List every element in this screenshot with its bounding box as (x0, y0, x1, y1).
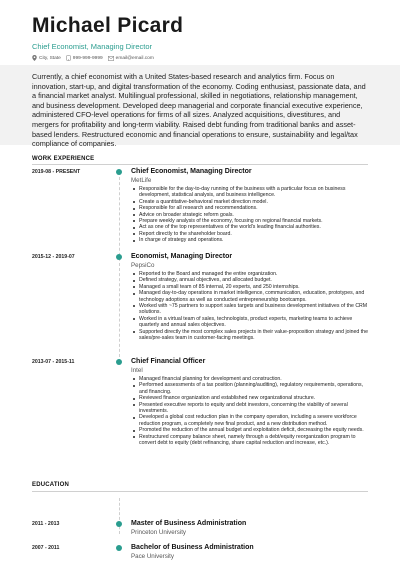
bullet-item: Worked with ~75 partners to support sales targets and business development initiatives of the CRM solutions. (131, 303, 371, 316)
bullet-item: Responsible for all research and recommendations. (131, 205, 371, 211)
location-text: City, State (39, 55, 61, 61)
bullet-item: Promoted the reduction of the annual budget and exploitation deficit, decreasing the equity needs. (131, 427, 371, 433)
experience-org: PepsiCo (131, 262, 155, 269)
education-school: Pace University (131, 553, 174, 560)
resume-header (0, 0, 400, 65)
contact-phone (66, 55, 103, 61)
section-divider (32, 164, 368, 165)
contact-email (108, 56, 154, 61)
education-timeline (119, 498, 120, 534)
bullet-item: Worked in a virtual team of sales, technologists, product experts, marketing teams to achieve quarterly and annual sales objectives. (131, 316, 371, 329)
contact-location (32, 55, 61, 61)
candidate-title: Chief Economist, Managing Director (32, 42, 153, 51)
education-dates: 2007 - 2011 (32, 545, 60, 551)
professional-summary: Currently, a chief economist with a United States-based research and analytics firm. Focus on innovation, start-up, and digital transformation of the economy. Coding enthusiast, passionate data, and a financial market analyst. Multilingual professional, skilled in negotiations, relationship management, and business development. Developed deep managerial and corporate financial executive experience, administered CFO-level operations for firms of all sizes. Analyzed acquisitions, divestitures, and mergers for profitability and long-term viability. Raised debt funding from traditional banks and asset-based lenders. Restructured economic and financial operations to ensure, sustainability and legal/tax compliance of companies. (0, 65, 400, 145)
experience-dates: 2013-07 - 2015-11 (32, 359, 75, 365)
location-pin-icon (32, 55, 37, 61)
timeline-dot (116, 169, 122, 175)
bullet-item: Reported to the Board and managed the entire organization. (131, 271, 371, 277)
timeline-dot (116, 545, 122, 551)
education-dates: 2011 - 2013 (32, 521, 60, 527)
work-experience-heading: WORK EXPERIENCE (32, 156, 95, 162)
contact-bar (32, 55, 154, 61)
experience-org: Intel (131, 367, 143, 374)
bullet-item: Developed a global cost reduction plan in the company operation, including a severe workforce reduction program, a completely new final product, and a new distribution method. (131, 414, 371, 427)
bullet-item: Performed assessments of a tax position (planning/auditing), regulatory requirements, operations, and financing. (131, 382, 371, 395)
bullet-item: In charge of strategy and operations. (131, 237, 371, 243)
bullet-item: Restructured company balance sheet, namely through a debt/equity reorganization program to convert debt to equity (debt refinancing, share capital reduction and increase, etc.). (131, 434, 371, 447)
experience-dates: 2019-08 - PRESENT (32, 169, 81, 175)
bullet-item: Reviewed finance organization and established new organizational structure. (131, 395, 371, 401)
education-degree: Master of Business Administration (131, 520, 247, 527)
bullet-item: Defined strategy, annual objectives, and allocated budget. (131, 277, 371, 283)
timeline-dot (116, 521, 122, 527)
timeline-dot (116, 254, 122, 260)
phone-text: 999-999-9999 (72, 55, 103, 61)
bullet-item: Create a quantitative-behavioral market direction model. (131, 199, 371, 205)
experience-role: Chief Economist, Managing Director (131, 168, 252, 175)
bullet-item: Supported directly the most complex sales projects in their value-proposition strategy and joined the sales/pre-sales team in customer-facing meetings. (131, 329, 371, 342)
bullet-item: Responsible for the day-to-day running of the business with a particular focus on business development, statistical analysis, and business intelligence. (131, 186, 371, 199)
education-heading: EDUCATION (32, 482, 70, 488)
education-school: Princeton University (131, 529, 187, 536)
bullet-item: Report directly to the shareholder board. (131, 231, 371, 237)
education-degree: Bachelor of Business Administration (131, 544, 254, 551)
experience-dates: 2015-12 - 2019-07 (32, 254, 75, 260)
experience-timeline (119, 172, 120, 362)
email-text: email@email.com (115, 55, 154, 61)
bullet-item: Presented executive reports to equity and debt investors, concerning the viability of several investments. (131, 402, 371, 415)
bullet-item: Act as one of the top representatives of the world's leading financial authorities. (131, 224, 371, 230)
phone-icon (66, 55, 71, 61)
experience-role: Chief Financial Officer (131, 358, 206, 365)
bullet-item: Advice on broader strategic reform goals. (131, 212, 371, 218)
bullet-item: Managed day-to-day operations in market intelligence, communication, education, prototypes, and technology adoptions as well as conducted entrepreneurship bootcamps. (131, 290, 371, 303)
experience-bullets (131, 271, 371, 341)
bullet-item: Managed financial planning for development and construction. (131, 376, 371, 382)
experience-org: MetLife (131, 177, 152, 184)
experience-role: Economist, Managing Director (131, 253, 233, 260)
bullet-item: Managed a small team of 85 internal, 20 experts, and 250 internships. (131, 284, 371, 290)
bullet-item: Prepare weekly analysis of the economy, focusing on regional financial markets. (131, 218, 371, 224)
email-icon (108, 56, 114, 61)
candidate-name: Michael Picard (32, 14, 184, 37)
section-divider (32, 491, 368, 492)
timeline-dot (116, 359, 122, 365)
experience-bullets (131, 186, 371, 244)
experience-bullets (131, 376, 371, 446)
